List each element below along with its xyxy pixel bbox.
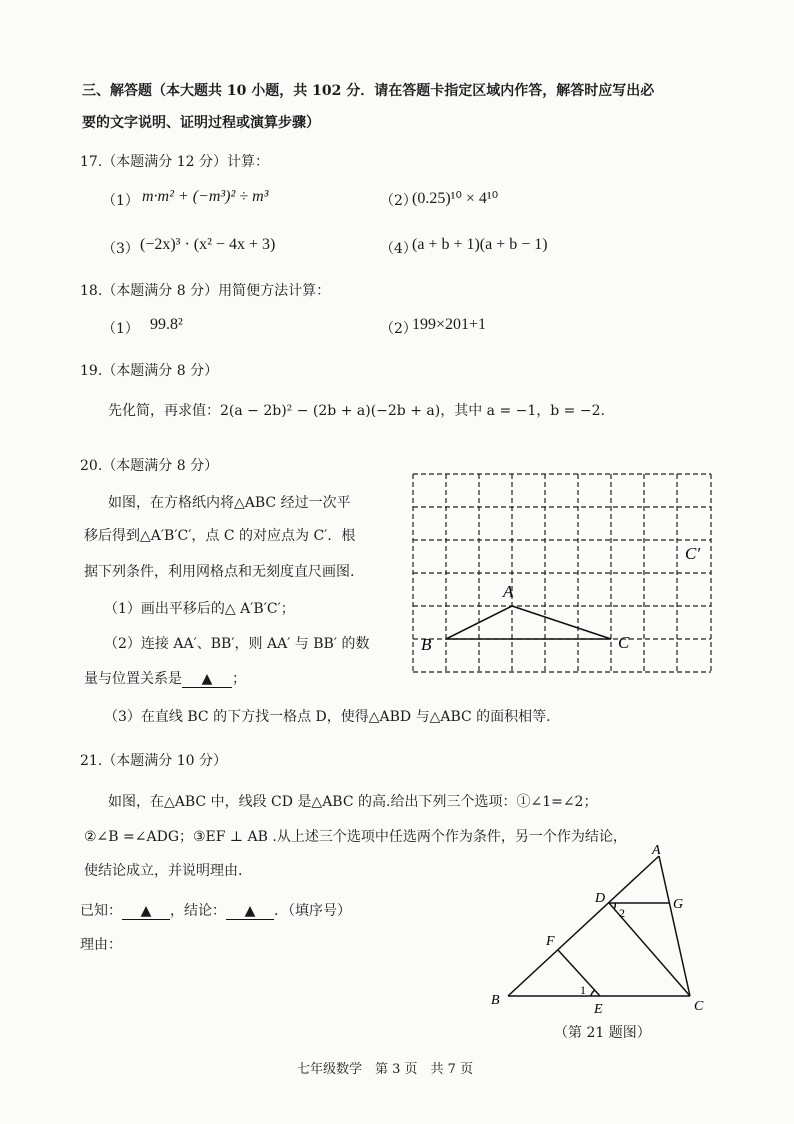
q18-part2-expression: 199×201+1 — [412, 316, 487, 333]
q20-grid-figure — [405, 468, 715, 680]
q21-known-label: 已知： — [80, 903, 122, 919]
q20-answer-blank: ▲ — [182, 671, 232, 688]
q19-body: 先化简，再求值：2(a − 2b)² − (2b + a)(−2b + a)，其中 a = −1，b = −2. — [108, 403, 605, 419]
q21-conclusion-label: ，结论： — [170, 903, 226, 919]
q21-line2: ②∠B =∠ADG；③EF ⊥ AB .从上述三个选项中任选两个作为条件，另一个作为结论， — [84, 829, 627, 845]
q21-line1: 如图，在△ABC 中，线段 CD 是△ABC 的高.给出下列三个选项：①∠1=∠2； — [108, 794, 598, 810]
q21-label-e: E — [594, 1002, 603, 1017]
section-header-line1: 三、解答题（本大题共 10 小题，共 102 分．请在答题卡指定区域内作答，解答时应写出必 — [82, 83, 655, 99]
q20-label-c: C — [618, 633, 630, 652]
segment-ef — [558, 950, 600, 996]
angle-1-arc — [591, 990, 595, 996]
q20-item1: （1）画出平移后的△ A′B′C′； — [104, 601, 295, 617]
q17-part1-expression: m·m² + (−m³)² ÷ m³ — [142, 188, 269, 205]
q20-label-b: B — [421, 635, 432, 654]
q21-figure-caption: （第 21 题图） — [554, 1025, 651, 1041]
q21-label-f: F — [546, 934, 555, 949]
q18-part1-expression: 99.8² — [150, 316, 183, 333]
section-header-line2: 要的文字说明、证明过程或演算步骤） — [82, 115, 320, 131]
q20-item2-end: ； — [232, 671, 246, 687]
q21-title: 21.（本题满分 10 分） — [80, 753, 227, 769]
q20-item2-text: 量与位置关系是 — [84, 671, 182, 687]
q20-item3: （3）在直线 BC 的下方找一格点 D，使得△ABD 与△ABC 的面积相等. — [104, 709, 551, 725]
q19-title: 19.（本题满分 8 分） — [80, 363, 219, 379]
q18-part2-number: （2） — [380, 321, 417, 337]
q21-label-angle-2: 2 — [619, 906, 625, 920]
q18-part1-number: （1） — [102, 321, 139, 337]
q17-part4-number: （4） — [380, 241, 417, 257]
q21-conclusion-blank: ▲ — [226, 903, 274, 920]
q21-label-g: G — [673, 897, 684, 912]
q21-answer-line — [80, 900, 351, 920]
q17-part1-number: （1） — [102, 193, 139, 209]
q17-part3-expression: (−2x)³ · (x² − 4x + 3) — [140, 236, 276, 253]
q20-text-line1: 如图，在方格纸内将△ABC 经过一次平 — [108, 495, 351, 511]
q17-part3-number: （3） — [102, 241, 139, 257]
page-footer: 七年级数学 第 3 页 共 7 页 — [297, 1062, 474, 1077]
q21-line3: 使结论成立，并说明理由. — [84, 863, 243, 879]
q17-part2-expression: (0.25)¹⁰ × 4¹⁰ — [412, 190, 499, 207]
q20-text-line2: 移后得到△A′B′C′，点 C 的对应点为 C′．根 — [84, 528, 356, 544]
q21-known-blank: ▲ — [122, 903, 170, 920]
q20-title: 20.（本题满分 8 分） — [80, 458, 219, 474]
q21-fill-note: ．（填序号） — [274, 903, 351, 919]
q20-grid-lines — [413, 474, 711, 672]
q21-label-c: C — [694, 999, 704, 1014]
q21-triangle-figure — [485, 842, 715, 1017]
q21-label-angle-1: 1 — [580, 983, 586, 997]
q20-text-line3: 据下列条件，利用网格点和无刻度直尺画图. — [84, 564, 355, 580]
q20-label-a: A — [503, 582, 514, 601]
q17-part4-expression: (a + b + 1)(a + b − 1) — [412, 236, 548, 253]
triangle-abc — [446, 606, 611, 639]
q20-label-c-prime: C′ — [685, 544, 701, 563]
q20-item2-line2 — [84, 668, 246, 688]
q17-title: 17.（本题满分 12 分）计算： — [80, 154, 269, 170]
side-ab — [508, 856, 659, 996]
q20-item2-line1: （2）连接 AA′、BB′，则 AA′ 与 BB′ 的数 — [104, 636, 370, 652]
q17-part2-number: （2） — [380, 193, 417, 209]
q21-label-d: D — [595, 891, 606, 906]
side-ac — [659, 856, 690, 996]
q21-label-b: B — [491, 993, 500, 1008]
q21-label-a: A — [652, 843, 661, 858]
q18-title: 18.（本题满分 8 分）用简便方法计算： — [80, 283, 331, 299]
angle-2-arc — [614, 903, 615, 909]
q21-reason-label: 理由： — [80, 937, 122, 953]
